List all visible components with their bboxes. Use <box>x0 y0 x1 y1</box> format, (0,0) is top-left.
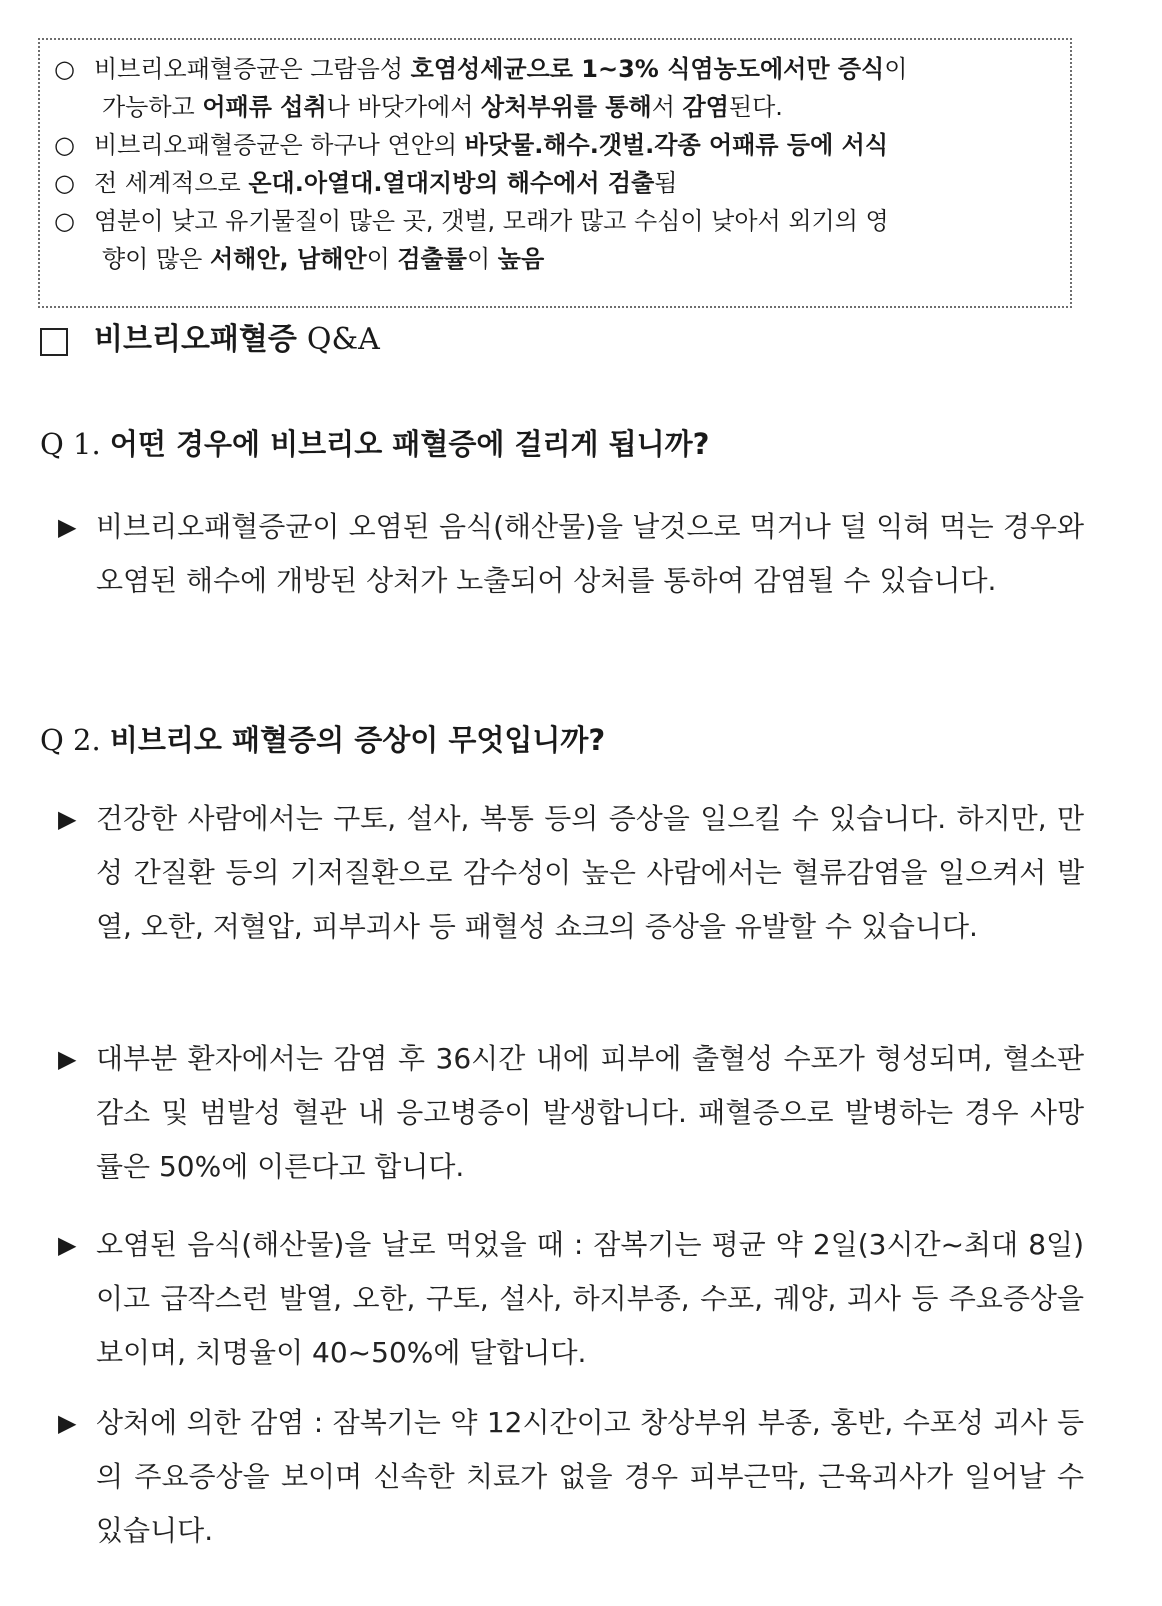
text-segment: 이 <box>884 55 908 83</box>
text-segment: 이 <box>366 245 398 273</box>
section-suffix: Q&A <box>306 322 380 357</box>
info-list-item <box>54 202 1052 278</box>
text-segment: 비브리오패혈증균은 하구나 연안의 <box>94 131 465 159</box>
circle-bullet-icon: ○ <box>54 169 75 197</box>
question-number: Q 1. <box>40 427 101 461</box>
section-title: 비브리오패혈증 <box>94 322 297 357</box>
text-segment: 됨 <box>654 169 678 197</box>
emphasis-text: 상처부위를 통해 <box>481 93 652 121</box>
info-list-item <box>54 164 1052 202</box>
answer-text: 오염된 음식(해산물)을 날로 먹었을 때 : 잠복기는 평균 약 2일(3시간~최대 8일)이고 급작스런 발열, 오한, 구토, 설사, 하지부종, 수포, 궤양, 괴사 등 주요증상을 보이며, 치명율이 40~50%에 달합니다. <box>96 1228 1084 1369</box>
triangle-bullet-icon: ▶ <box>58 513 77 541</box>
question-title: 어떤 경우에 비브리오 패혈증에 걸리게 됩니까? <box>109 427 710 461</box>
text-segment: 서 <box>651 93 683 121</box>
info-list-item <box>54 126 1052 164</box>
text-segment: 전 세계적으로 <box>94 169 249 197</box>
emphasis-text: 온대.아열대.열대지방의 해수에서 검출 <box>248 169 655 197</box>
answer-item <box>58 1032 1084 1194</box>
info-text <box>94 50 1052 126</box>
answer-item <box>58 500 1084 608</box>
info-text-continuation <box>94 88 1052 126</box>
text-segment: 향이 많은 <box>102 245 210 273</box>
text-segment: 나 바닷가에서 <box>326 93 482 121</box>
answer-item <box>58 792 1084 954</box>
text-segment: 가능하고 <box>102 93 203 121</box>
info-text <box>94 202 1052 278</box>
emphasis-text: 서해안, 남해안 <box>210 245 367 273</box>
triangle-bullet-icon: ▶ <box>58 1409 77 1437</box>
question-2 <box>40 718 605 762</box>
checkbox-square-icon <box>40 328 68 356</box>
triangle-bullet-icon: ▶ <box>58 1045 77 1073</box>
triangle-bullet-icon: ▶ <box>58 805 77 833</box>
text-segment: 염분이 낮고 유기물질이 많은 곳, 갯벌, 모래가 많고 수심이 낮아서 외기의 영 <box>94 207 889 235</box>
circle-bullet-icon: ○ <box>54 131 75 159</box>
info-text <box>94 126 1052 164</box>
answer-text: 비브리오패혈증균이 오염된 음식(해산물)을 날것으로 먹거나 덜 익혀 먹는 경우와 오염된 해수에 개방된 상처가 노출되어 상처를 통하여 감염될 수 있습니다. <box>96 510 1084 597</box>
answer-text: 대부분 환자에서는 감염 후 36시간 내에 피부에 출혈성 수포가 형성되며, 혈소판 감소 및 범발성 혈관 내 응고병증이 발생합니다. 패혈증으로 발병하는 경우 사망률은 50%에 이른다고 합니다. <box>96 1042 1084 1183</box>
emphasis-text: 호염성세균으로 1~3% 식염농도에서만 증식 <box>410 55 885 83</box>
text-segment: 이 <box>466 245 498 273</box>
text-segment: 비브리오패혈증균은 그람음성 <box>94 55 411 83</box>
question-1 <box>40 422 709 466</box>
section-heading <box>40 318 380 362</box>
emphasis-text: 어패류 섭취 <box>202 93 327 121</box>
emphasis-text: 감염 <box>682 93 729 121</box>
answer-text: 건강한 사람에서는 구토, 설사, 복통 등의 증상을 일으킬 수 있습니다. 하지만, 만성 간질환 등의 기저질환으로 감수성이 높은 사람에서는 혈류감염을 일으켜서 발열, 오한, 저혈압, 피부괴사 등 패혈성 쇼크의 증상을 유발할 수 있습니다. <box>96 802 1084 943</box>
circle-bullet-icon: ○ <box>54 207 75 235</box>
info-text-continuation <box>94 240 1052 278</box>
text-segment: 된다. <box>728 93 783 121</box>
emphasis-text: 검출률 <box>397 245 467 273</box>
emphasis-text: 높음 <box>497 245 545 273</box>
answer-item <box>58 1396 1084 1558</box>
info-box <box>38 38 1072 308</box>
answer-item <box>58 1218 1084 1380</box>
circle-bullet-icon: ○ <box>54 55 75 83</box>
triangle-bullet-icon: ▶ <box>58 1231 77 1259</box>
question-title: 비브리오 패혈증의 증상이 무엇입니까? <box>109 723 606 757</box>
question-number: Q 2. <box>40 723 101 757</box>
emphasis-text: 바닷물.해수.갯벌.각종 어패류 등에 서식 <box>464 131 889 159</box>
info-text <box>94 164 1052 202</box>
answer-text: 상처에 의한 감염 : 잠복기는 약 12시간이고 창상부위 부종, 홍반, 수포성 괴사 등의 주요증상을 보이며 신속한 치료가 없을 경우 피부근막, 근육괴사가 일어날 수 있습니다. <box>96 1406 1084 1547</box>
info-list-item <box>54 50 1052 126</box>
